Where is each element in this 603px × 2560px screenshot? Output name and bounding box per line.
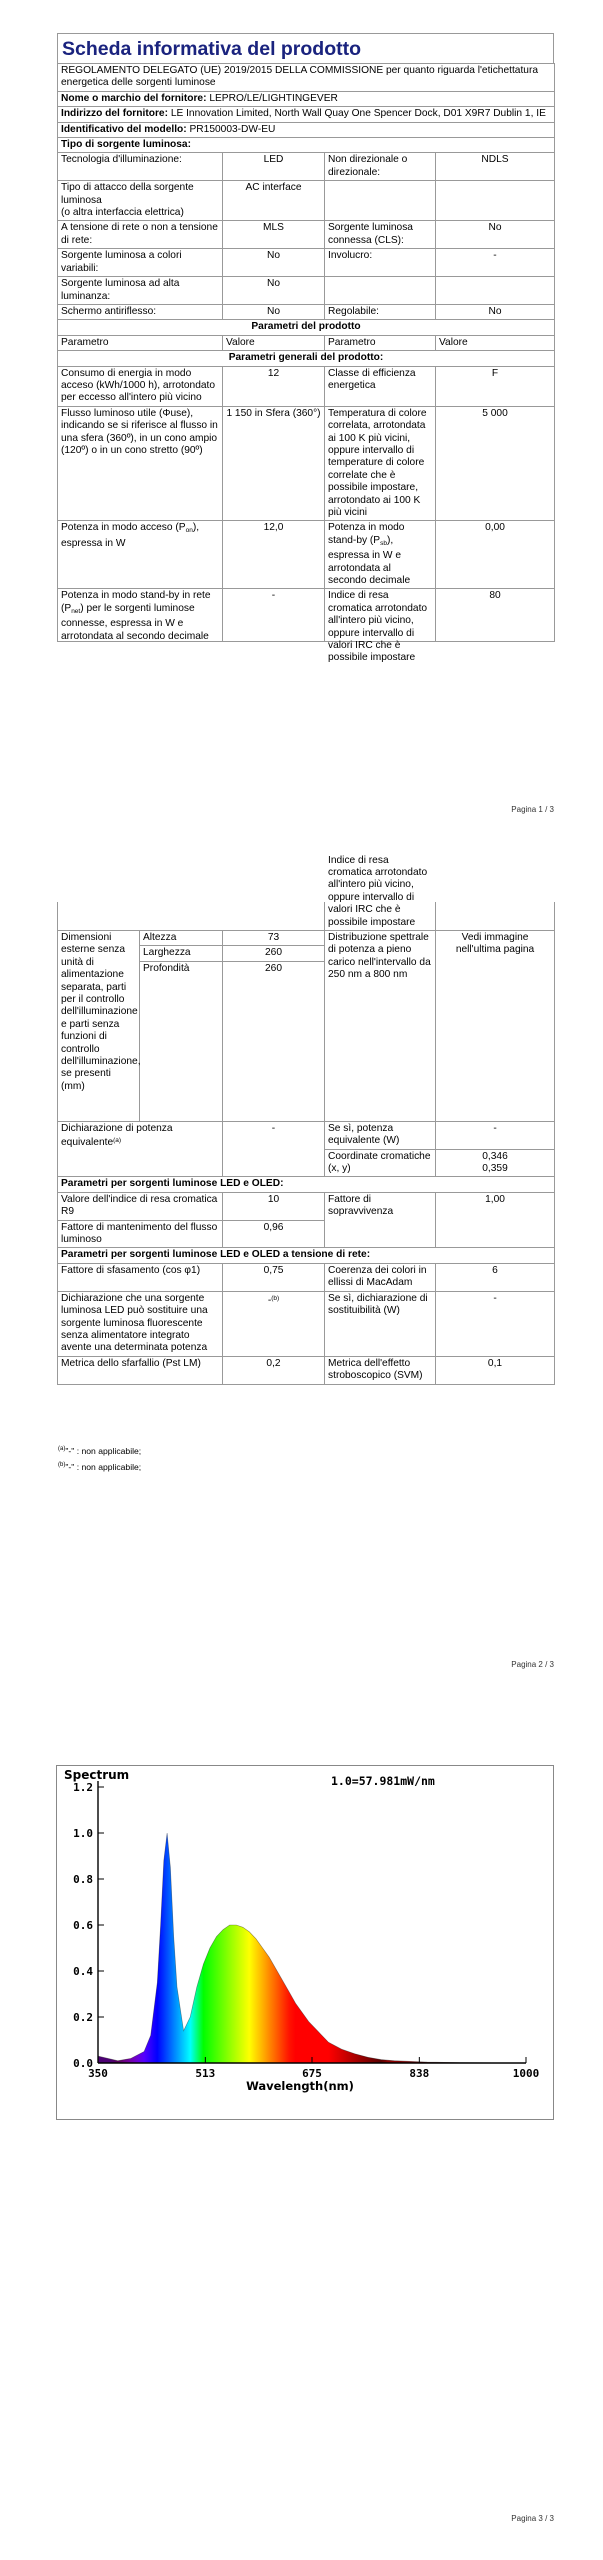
- table-row: A tensione di rete o non a tensione di rete: MLS Sorgente luminosa connessa (CLS): No: [58, 221, 555, 249]
- y-tick-label: 1.2: [73, 1781, 93, 1794]
- table-row: Indice di resa cromatica arrotondato all'intero più vicino, oppure intervallo di valori IRC che è possibile impostare: [58, 902, 555, 931]
- table-row: Sorgente luminosa ad alta luminanza: No: [58, 277, 555, 305]
- y-tick-label: 0.6: [73, 1919, 93, 1932]
- spectrum-chart: [56, 1765, 554, 2120]
- table-row: Dichiarazione che una sorgente luminosa LED può sostituire una sorgente luminosa fluorescente senza alimentatore integrato avente una determinata potenza -$^{(b)}$ Se sì, dichiarazione di sostituibilità (W) -: [58, 1291, 555, 1356]
- footnotes: [58, 1442, 141, 1474]
- y-tick-label: 1.0: [73, 1827, 93, 1840]
- led-mains-heading: Parametri per sorgenti luminose LED e OLED a tensione di rete:: [58, 1248, 555, 1263]
- table-row: Valore dell'indice di resa cromatica R9 10 Fattore di sopravvivenza 1,00: [58, 1192, 555, 1220]
- spectrum-area: [98, 1833, 526, 2063]
- product-params-heading: Parametri del prodotto: [58, 320, 555, 335]
- x-tick-label: 1000: [512, 2067, 540, 2080]
- chart-title: Spectrum: [64, 1768, 130, 1782]
- model-id-row: Identificativo del modello: PR150003-DW-EU: [58, 122, 555, 137]
- regulation-text: REGOLAMENTO DELEGATO (UE) 2019/2015 DELLA COMMISSIONE per quanto riguarda l'etichettatura energetica delle sorgenti luminose: [58, 64, 555, 92]
- product-sheet: [57, 33, 554, 664]
- table-row: Profondità 260: [58, 961, 555, 1121]
- page-footer: Pagina 1 / 3: [511, 805, 554, 814]
- y-tick-label: 0.8: [73, 1873, 93, 1886]
- table-row: Larghezza 260: [58, 946, 555, 961]
- table-row: Coordinate cromatiche (x, y) 0,346 0,359: [58, 1149, 555, 1177]
- table-row: Schermo antiriflesso: No Regolabile: No: [58, 304, 555, 319]
- table-row: Potenza in modo acceso $(P_{on})$, espressa in W 12,0 Potenza in modo stand-by $(P_{sb})$, espressa in W e arrotondata al secondo decimale 0,00: [58, 521, 555, 589]
- table-row: Tecnologia d'illuminazione: LED Non direzionale o direzionale: NDLS: [58, 153, 555, 181]
- supplier-address-row: Indirizzo del fornitore: LE Innovation Limited, North Wall Quay One Spencer Dock, D01 X9R7 Dublin 1, IE: [58, 107, 555, 122]
- table-row: Flusso luminoso utile (Φuse), indicando se si riferisce al flusso in una sfera (360º), in un cono ampio (120º) o in un cono stretto (90º) 1 150 in Sfera (360°) Temperatura di colore correlata, arrotondata ai 100 K più vicini, oppure intervallo di temperature di colore correlate che è possibile impostare, arrotondato ai 100 K più vicini 5 000: [58, 406, 555, 521]
- x-tick-label: 513: [195, 2067, 216, 2080]
- page-3: [0, 1720, 603, 2560]
- table-row: Fattore di sfasamento (cos φ1) 0,75 Coerenza dei colori in ellissi di MacAdam 6: [58, 1263, 555, 1291]
- general-params-heading: Parametri generali del prodotto:: [58, 351, 555, 366]
- product-sheet-continued: [57, 854, 554, 1385]
- table-row: Dichiarazione di potenza equivalente$^{(a)}$ - Se sì, potenza equivalente (W) -: [58, 1121, 555, 1149]
- page-1: [0, 0, 603, 820]
- y-tick-label: 0.4: [73, 1965, 93, 1978]
- chart-annotation: 1.0=57.981mW/nm: [331, 1774, 435, 1788]
- page-2: [0, 820, 603, 1720]
- page-title: Scheda informativa del prodotto: [57, 33, 554, 63]
- table-row: Tipo di attacco della sorgente luminosa (o altra interfaccia elettrica) AC interface: [58, 181, 555, 221]
- supplier-name-row: Nome o marchio del fornitore: LEPRO/LE/LIGHTINGEVER: [58, 91, 555, 106]
- table-header-row: Parametro Valore Parametro Valore: [58, 335, 555, 350]
- footnote-a: $^{(a)}$"-" : non applicabile;: [58, 1445, 142, 1456]
- table-row: Potenza in modo stand-by in rete $(P_{net})$ per le sorgenti luminose connesse, espressa in W e arrotondata al secondo decimale - Indice di resa cromatica arrotondato all'intero più vicino, oppure intervallo di valori IRC che è possibile impostare 80: [58, 589, 555, 642]
- product-info-table-continued: [57, 854, 555, 1385]
- table-row: Sorgente luminosa a colori variabili: No Involucro: -: [58, 249, 555, 277]
- y-tick-label: 0.2: [73, 2011, 93, 2024]
- dimensions-row: Dimensioni esterne senza unità di alimentazione separata, parti per il controllo dell'illuminazione e parti senza funzioni di controllo dell'illuminazione, se presenti (mm) Altezza 73 Distribuzione spettrale di potenza a pieno carico nell'intervallo da 250 nm a 800 nm Vedi immagine nell'ultima pagina: [58, 931, 555, 946]
- table-row: Fattore di mantenimento del flusso luminoso 0,96: [58, 1220, 555, 1248]
- spectrum-chart-svg: [56, 1765, 554, 2120]
- page-footer: Pagina 3 / 3: [511, 2514, 554, 2523]
- table-row: Metrica dello sfarfallio (Pst LM) 0,2 Metrica dell'effetto stroboscopico (SVM) 0,1: [58, 1356, 555, 1384]
- page-footer: Pagina 2 / 3: [511, 1660, 554, 1669]
- y-tick-label: 0.0: [73, 2057, 93, 2070]
- x-tick-label: 675: [302, 2067, 322, 2080]
- x-axis-label: Wavelength(nm): [246, 2079, 354, 2093]
- product-info-table: [57, 63, 555, 664]
- footnote-b: $^{(b)}$"-" : non applicabile;: [58, 1461, 142, 1472]
- x-tick-label: 838: [409, 2067, 430, 2080]
- led-oled-heading: Parametri per sorgenti luminose LED e OLED:: [58, 1177, 555, 1192]
- x-tick-label: 350: [88, 2067, 108, 2080]
- light-source-type-heading: Tipo di sorgente luminosa:: [58, 138, 555, 153]
- table-row: Consumo di energia in modo acceso (kWh/1000 h), arrotondato per eccesso all'intero più vicino 12 Classe di efficienza energetica F: [58, 366, 555, 406]
